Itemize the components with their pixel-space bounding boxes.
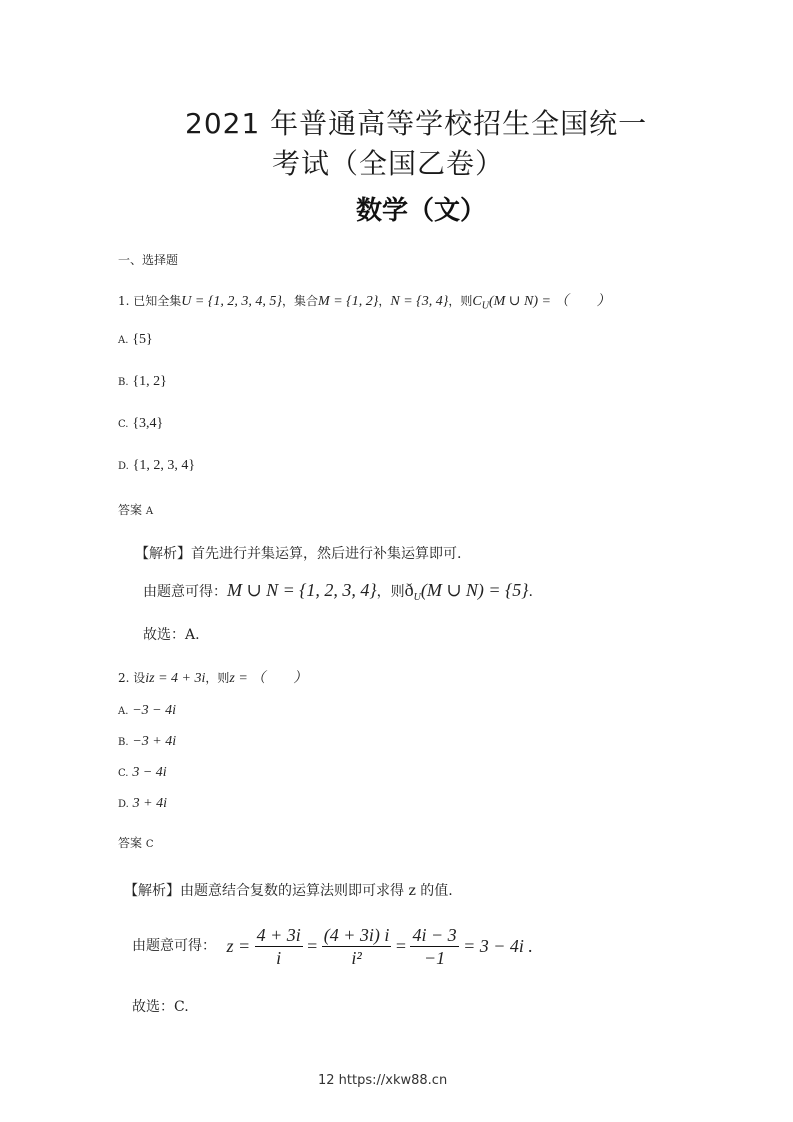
q1-option-c [118, 416, 163, 432]
q1-derive-math3: (M ∪ N) = {5} [420, 580, 529, 600]
q2-answer [118, 834, 154, 851]
q1-expr-sub: U [481, 300, 489, 312]
q1-set-u: U = {1, 2, 3, 4, 5} [181, 294, 283, 309]
q2-conclusion: 故选：C. [132, 999, 189, 1015]
title-line-1: 2021 年普通高等学校招生全国统一 [185, 107, 648, 140]
q1-option-c-value: {3,4} [132, 416, 164, 431]
q1-derive-mid: ，则 [376, 584, 405, 600]
q1-option-a-letter: A. [118, 335, 129, 346]
q2-derivation [132, 922, 533, 970]
q1-option-d-letter: D. [118, 461, 129, 472]
q2-tail: = 3 − 4i . [463, 936, 533, 956]
question-1 [118, 290, 610, 311]
page-footer: 12 https://xkw88.cn [318, 1073, 448, 1088]
q2-option-a-letter: A. [118, 706, 129, 717]
q2-option-a-value: −3 − 4i [132, 703, 177, 718]
q1-derive-math1: M ∪ N = {1, 2, 3, 4} [227, 580, 377, 600]
question-2 [118, 667, 307, 687]
q2-z-eq: z = [226, 936, 251, 956]
q2-f1-den: i [276, 947, 282, 968]
q1-prefix: 1. 已知全集 [118, 294, 182, 308]
q2-eq: iz = 4 + 3i [145, 671, 206, 686]
q1-option-b [118, 374, 167, 390]
q2-equals-2: = [395, 936, 407, 956]
q2-option-d-value: 3 + 4i [132, 796, 168, 811]
q1-answer-label: 答案 [118, 503, 143, 517]
q1-derivation [143, 580, 533, 603]
q2-prefix: 2. 设 [118, 671, 146, 685]
q2-fraction-1 [255, 924, 303, 969]
q1-option-a-value: {5} [132, 332, 153, 347]
q1-expr: C [472, 294, 482, 309]
q1-derive-sub: U [413, 591, 421, 603]
q1-option-c-letter: C. [118, 419, 129, 430]
q2-option-b-letter: B. [118, 737, 129, 748]
q1-analysis: 【解析】首先进行并集运算，然后进行补集运算即可. [135, 546, 462, 562]
q1-conclusion: 故选：A. [143, 627, 200, 643]
q1-answer [118, 501, 153, 518]
q2-z: z = （ ） [229, 671, 308, 686]
q1-option-b-letter: B. [118, 377, 129, 388]
q2-answer-value: C [145, 839, 154, 850]
q2-f3-num: 4i − 3 [412, 924, 457, 945]
q1-answer-value: A [145, 506, 154, 517]
q2-derive-prefix: 由题意可得： [132, 938, 216, 954]
q1-mid3: ，则 [448, 294, 473, 308]
q1-option-a [118, 332, 153, 348]
q1-derive-prefix: 由题意可得： [143, 584, 227, 600]
q1-set-m: M = {1, 2} [318, 294, 379, 309]
q1-derive-math2: ð [404, 580, 414, 600]
q2-fraction-2 [322, 924, 392, 969]
q1-option-d [118, 458, 195, 474]
q1-option-b-value: {1, 2} [132, 374, 167, 389]
q2-option-c-value: 3 − 4i [132, 765, 167, 780]
q2-analysis: 【解析】由题意结合复数的运算法则即可求得 z 的值. [124, 883, 453, 899]
q2-f3-den: −1 [423, 947, 446, 968]
q2-equals-1: = [307, 936, 318, 956]
q2-mid: ，则 [205, 671, 230, 685]
q1-mid2: ， [378, 294, 391, 308]
q2-answer-label: 答案 [118, 836, 143, 850]
q2-option-b-value: −3 + 4i [132, 734, 177, 749]
q1-mid1: ，集合 [282, 294, 319, 308]
q2-option-d [118, 796, 167, 812]
q1-set-n: N = {3, 4} [390, 294, 449, 309]
q1-derive-end: . [528, 584, 533, 600]
q2-f2-den: i² [351, 947, 362, 968]
q1-expr-rest: (M ∪ N) = （ ） [488, 294, 611, 309]
section-heading: 一、选择题 [118, 253, 179, 267]
q2-fraction-3 [410, 924, 458, 969]
q2-option-d-letter: D. [118, 799, 129, 810]
q2-option-b [118, 734, 176, 750]
title-line-2: 考试（全国乙卷） [272, 147, 505, 180]
q2-option-c [118, 765, 167, 781]
q1-option-d-value: {1, 2, 3, 4} [132, 458, 196, 473]
q2-f1-num: 4 + 3i [256, 924, 301, 945]
q2-option-c-letter: C. [118, 768, 129, 779]
q2-option-a [118, 703, 176, 719]
subject-title: 数学（文） [356, 196, 487, 226]
q2-f2-num: (4 + 3i) i [323, 924, 390, 945]
